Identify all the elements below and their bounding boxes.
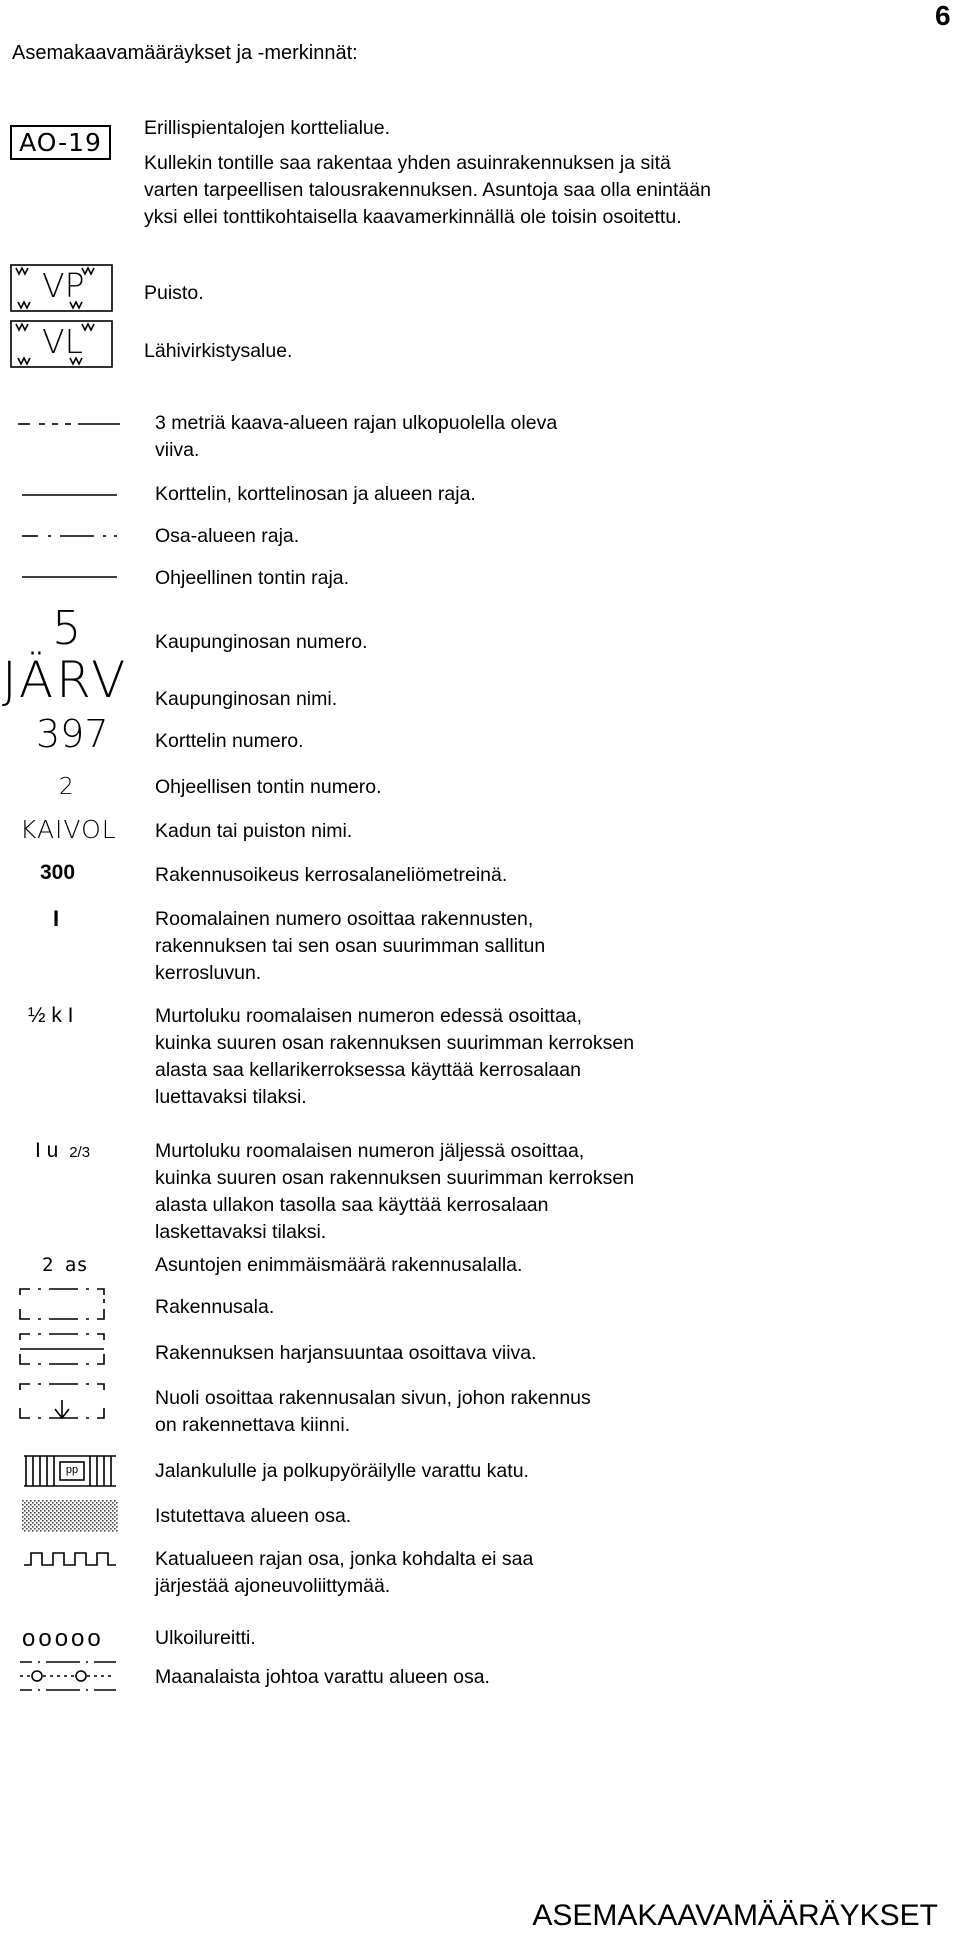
outdoor-route-symbol: ooooo: [22, 1625, 104, 1652]
desc-line: Katualueen rajan osa, jonka kohdalta ei saa: [155, 1548, 534, 1570]
district-name-description: Kaupunginosan nimi.: [155, 688, 338, 710]
vl-code: VL: [42, 322, 83, 361]
desc-line: alasta saa kellarikerroksessa käyttää kerrosalaan: [155, 1059, 581, 1081]
outside-line-symbol: [10, 416, 130, 432]
dwellings-description: Asuntojen enimmäismäärä rakennusalalla.: [155, 1254, 523, 1276]
district-number-symbol: 5: [52, 601, 82, 655]
block-number-description: Korttelin numero.: [155, 730, 304, 752]
plot-border-symbol: [20, 572, 140, 582]
desc-line: on rakennettava kiinni.: [155, 1414, 351, 1436]
vp-symbol: [10, 264, 113, 312]
arrow-side-symbol: [18, 1380, 108, 1424]
vl-symbol: [10, 320, 113, 368]
underground-pipe-description: Maanalaista johtoa varattu alueen osa.: [155, 1666, 490, 1688]
desc-line: kuinka suuren osan rakennuksen suurimman kerroksen: [155, 1032, 635, 1054]
footer-title: ASEMAKAAVAMÄÄRÄYKSET: [532, 1899, 938, 1932]
desc-line: kuinka suuren osan rakennuksen suurimman kerroksen: [155, 1167, 635, 1189]
subarea-border-symbol: [20, 531, 140, 541]
roman-numeral-description: [155, 906, 545, 987]
planting-area-symbol: [22, 1500, 122, 1532]
plot-number-description: Ohjeellisen tontin numero.: [155, 776, 382, 798]
fraction-after-description: [155, 1138, 634, 1246]
pedestrian-street-code: pp: [65, 1464, 79, 1476]
vp-description: Puisto.: [144, 282, 204, 304]
street-name-description: Kadun tai puiston nimi.: [155, 820, 353, 842]
building-right-description: Rakennusoikeus kerrosalaneliömetreinä.: [155, 864, 508, 886]
fraction-after-fraction: 2/3: [69, 1144, 91, 1161]
fraction-after-main: I u: [35, 1139, 59, 1162]
desc-line: rakennuksen tai sen osan suurimman sallitun: [155, 935, 546, 957]
desc-line: Roomalainen numero osoittaa rakennusten,: [155, 908, 534, 930]
plot-border-description: Ohjeellinen tontin raja.: [155, 567, 350, 589]
desc-line: yksi ellei tonttikohtaisella kaavamerkinnällä ole toisin osoitettu.: [144, 206, 682, 228]
outdoor-route-description: Ulkoilureitti.: [155, 1627, 256, 1649]
block-border-description: Korttelin, korttelinosan ja alueen raja.: [155, 483, 476, 505]
no-access-description: [155, 1546, 533, 1600]
outside-line-description: [155, 410, 557, 464]
roman-numeral-symbol: I: [53, 906, 60, 931]
vp-code: VP: [42, 266, 85, 305]
desc-line: järjestää ajoneuvoliittymää.: [155, 1575, 391, 1597]
desc-line: 3 metriä kaava-alueen rajan ulkopuolella oleva: [155, 412, 558, 434]
desc-line: kerrosluvun.: [155, 962, 262, 984]
desc-line: alasta ullakon tasolla saa käyttää kerrosalaan: [155, 1194, 549, 1216]
fraction-after-symbol: [35, 1138, 90, 1166]
desc-line: varten tarpeellisen talousrakennuksen. Asuntoja saa olla enintään: [144, 179, 711, 201]
fraction-before-description: [155, 1003, 634, 1111]
dwellings-symbol: 2 as: [42, 1254, 88, 1276]
page-heading: Asemakaavamääräykset ja -merkinnät:: [12, 42, 358, 64]
underground-pipe-symbol: [18, 1654, 128, 1698]
district-name-symbol: JÄRV: [2, 651, 129, 709]
no-access-symbol: [22, 1547, 122, 1573]
pedestrian-street-description: Jalankululle ja polkupyöräilylle varattu katu.: [155, 1460, 529, 1482]
plot-number-symbol: 2: [59, 774, 74, 800]
district-number-description: Kaupunginosan numero.: [155, 631, 368, 653]
desc-line: Murtoluku roomalaisen numeron edessä osoittaa,: [155, 1005, 583, 1027]
desc-line: Kullekin tontille saa rakentaa yhden asuinrakennuksen ja sitä: [144, 152, 671, 174]
building-area-description: Rakennusala.: [155, 1296, 275, 1318]
desc-line: laskettavaksi tilaksi.: [155, 1221, 327, 1243]
block-number-symbol: 397: [36, 712, 109, 756]
arrow-side-description: [155, 1385, 591, 1439]
fraction-before-symbol: ½ k I: [28, 1004, 74, 1027]
subarea-border-description: Osa-alueen raja.: [155, 525, 300, 547]
building-area-symbol: [18, 1285, 108, 1325]
ao19-symbol: AO-19: [10, 125, 111, 160]
vl-description: Lähivirkistysalue.: [144, 340, 293, 362]
ridge-direction-symbol: [18, 1330, 108, 1370]
page-number: 6: [935, 0, 951, 31]
desc-line: Erillispientalojen korttelialue.: [144, 117, 391, 139]
ridge-direction-description: Rakennuksen harjansuuntaa osoittava viiva.: [155, 1342, 537, 1364]
desc-line: Nuoli osoittaa rakennusalan sivun, johon rakennus: [155, 1387, 591, 1409]
ao19-description: [144, 115, 711, 231]
pedestrian-street-symbol: [22, 1454, 118, 1488]
block-border-symbol: [20, 490, 140, 500]
planting-area-description: Istutettava alueen osa.: [155, 1505, 352, 1527]
street-name-symbol: KAIVOL: [20, 815, 117, 844]
building-right-symbol: 300: [40, 861, 76, 884]
desc-line: Murtoluku roomalaisen numeron jäljessä osoittaa,: [155, 1140, 585, 1162]
desc-line: viiva.: [155, 439, 200, 461]
desc-line: luettavaksi tilaksi.: [155, 1086, 307, 1108]
